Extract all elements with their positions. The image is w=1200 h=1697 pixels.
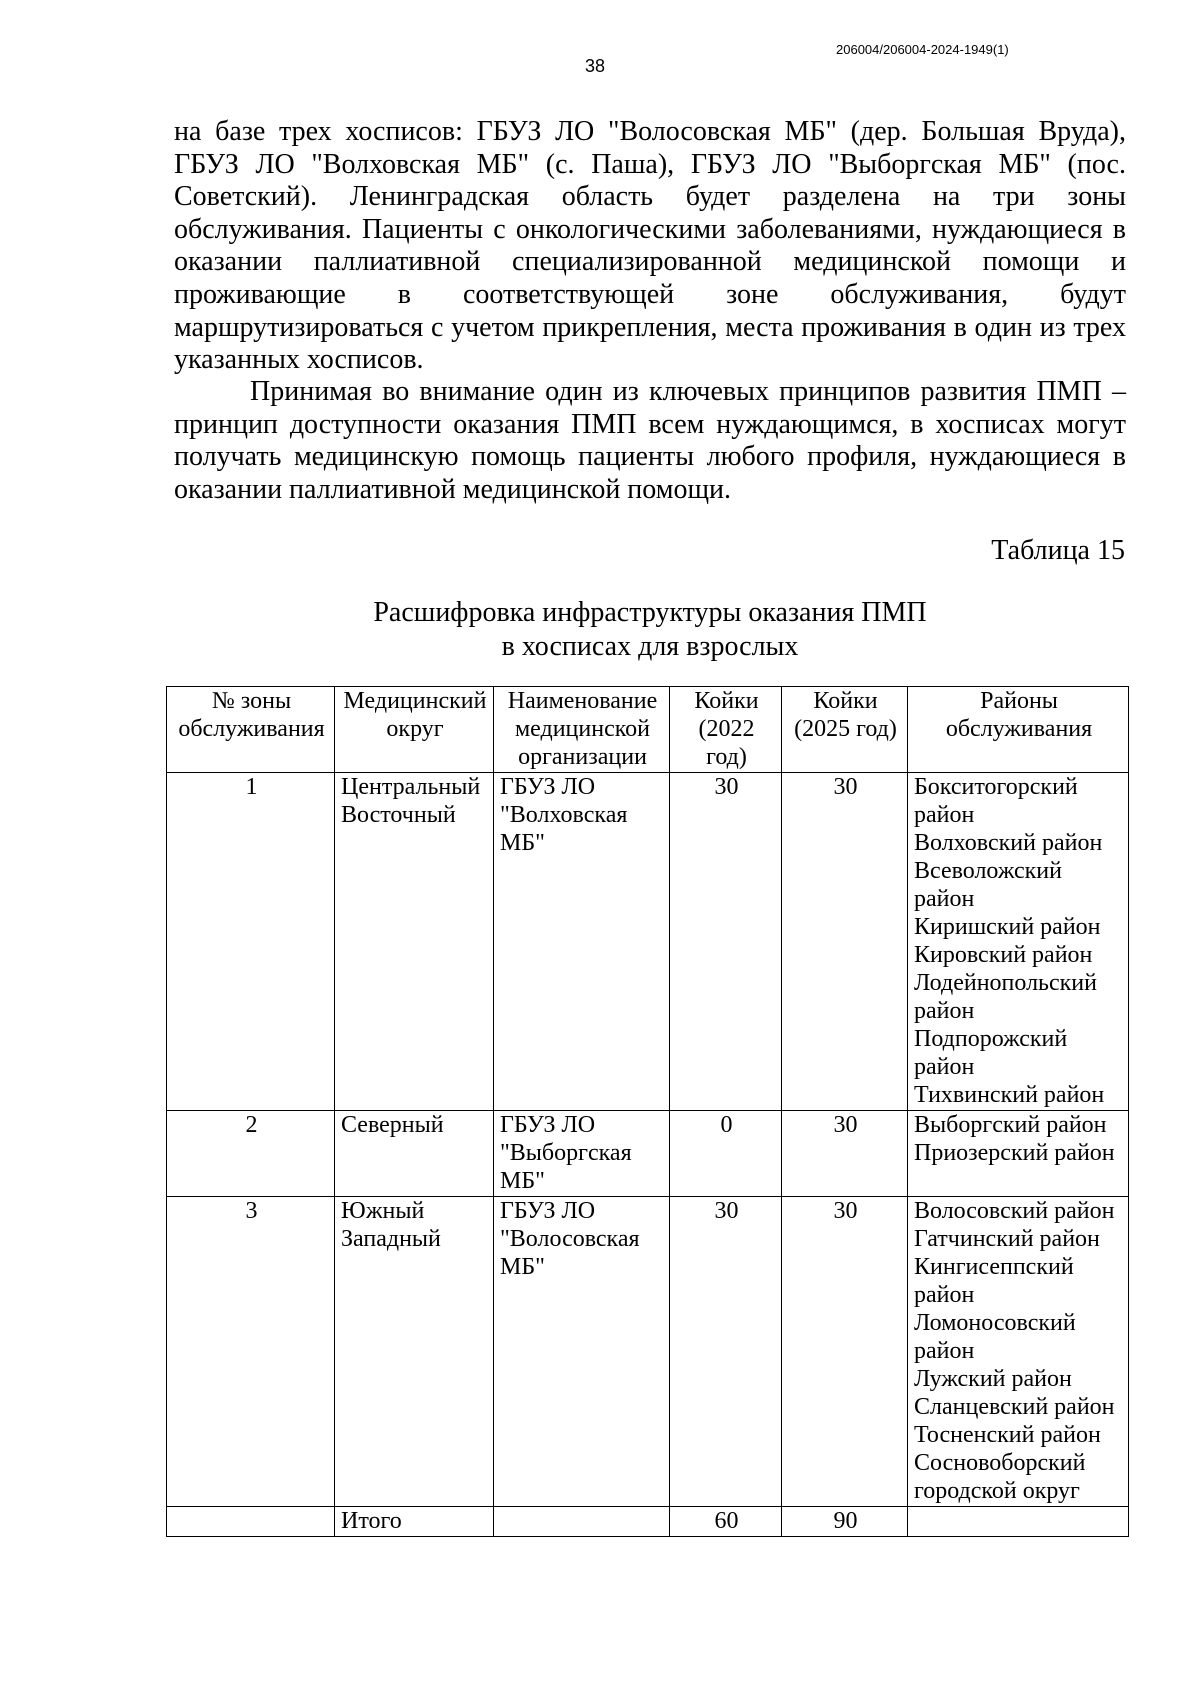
cell-beds-2022: 30 <box>670 1197 782 1507</box>
cell-organization: ГБУЗ ЛО "Волховская МБ" <box>494 773 670 1111</box>
area-item: Гатчинский район <box>914 1226 1100 1252</box>
header-beds-2022: Койки (2022 год) <box>670 687 782 773</box>
total-label: Итого <box>335 1507 494 1537</box>
cell-areas <box>908 773 1129 1111</box>
cell-beds-2025: 30 <box>782 1197 908 1507</box>
area-item: Ломоносовский район <box>914 1310 1076 1364</box>
header-district: Медицинский округ <box>335 687 494 773</box>
table-label: Таблица 15 <box>991 535 1125 566</box>
cell-beds-2025: 30 <box>782 773 908 1111</box>
total-areas <box>908 1507 1129 1537</box>
header-areas: Районы обслуживания <box>908 687 1129 773</box>
area-item: Кировский район <box>914 942 1093 968</box>
area-item: Киришский район <box>914 914 1101 940</box>
total-zone <box>167 1507 335 1537</box>
table-total-row <box>167 1507 1129 1537</box>
area-item: Подпорожский район <box>914 1026 1068 1080</box>
area-item: Бокситогорский район <box>914 774 1078 828</box>
area-item: Выборгский район <box>914 1112 1107 1138</box>
cell-zone: 2 <box>167 1111 335 1197</box>
total-beds-2022: 60 <box>670 1507 782 1537</box>
area-item: Лодейнопольский район <box>914 970 1097 1024</box>
area-item: Волосовский район <box>914 1198 1115 1224</box>
area-item: Приозерский район <box>914 1140 1115 1166</box>
total-beds-2025: 90 <box>782 1507 908 1537</box>
cell-district: Центральный Восточный <box>335 773 494 1111</box>
area-item: Волховский район <box>914 830 1103 856</box>
table-row <box>167 1197 1129 1507</box>
table-row <box>167 773 1129 1111</box>
area-item: Всеволожский район <box>914 858 1062 912</box>
table-title <box>174 596 1126 664</box>
area-item: Тихвинский район <box>914 1082 1105 1108</box>
area-item: Тосненский район <box>914 1422 1101 1448</box>
cell-district: Южный Западный <box>335 1197 494 1507</box>
table-row <box>167 1111 1129 1197</box>
cell-beds-2025: 30 <box>782 1111 908 1197</box>
table-title-line-1: Расшифровка инфраструктуры оказания ПМП <box>373 597 927 628</box>
cell-organization: ГБУЗ ЛО "Выборгская МБ" <box>494 1111 670 1197</box>
cell-areas <box>908 1197 1129 1507</box>
area-item: Сосновоборский городской округ <box>914 1450 1086 1504</box>
infrastructure-table <box>166 686 1129 1537</box>
cell-areas <box>908 1111 1129 1197</box>
table-header-row <box>167 687 1129 773</box>
area-item: Лужский район <box>914 1366 1072 1392</box>
cell-beds-2022: 0 <box>670 1111 782 1197</box>
area-item: Кингисеппский район <box>914 1254 1074 1308</box>
document-id: 206004/206004-2024-1949(1) <box>836 42 1009 57</box>
body-paragraph-2: Принимая во внимание один из ключевых принципов развития ПМП – принцип доступности оказания ПМП всем нуждающимся, в хосписах могут получать медицинскую помощь пациенты любого профиля, нуждающиеся в оказании паллиативной медицинской помощи. <box>174 376 1126 505</box>
table-title-line-2: в хосписах для взрослых <box>501 631 799 662</box>
cell-organization: ГБУЗ ЛО "Волосовская МБ" <box>494 1197 670 1507</box>
body-paragraph-1: на базе трех хосписов: ГБУЗ ЛО "Волосовская МБ" (дер. Большая Вруда), ГБУЗ ЛО "Волховская МБ" (с. Паша), ГБУЗ ЛО "Выборгская МБ" (пос. Советский). Ленинградская область будет разделена на три зоны обслуживания. Пациенты с онкологическими заболеваниями, нуждающиеся в оказании паллиативной специализированной медицинской помощи и проживающие в соответствующей зоне обслуживания, будут маршрутизироваться с учетом прикрепления, места проживания в один из трех указанных хосписов. <box>174 116 1126 376</box>
header-organization: Наименование медицинской организации <box>494 687 670 773</box>
cell-zone: 3 <box>167 1197 335 1507</box>
page-number: 38 <box>584 56 606 76</box>
cell-zone: 1 <box>167 773 335 1111</box>
total-organization <box>494 1507 670 1537</box>
area-item: Сланцевский район <box>914 1394 1115 1420</box>
header-zone: № зоны обслуживания <box>167 687 335 773</box>
cell-beds-2022: 30 <box>670 773 782 1111</box>
header-beds-2025: Койки (2025 год) <box>782 687 908 773</box>
cell-district: Северный <box>335 1111 494 1197</box>
